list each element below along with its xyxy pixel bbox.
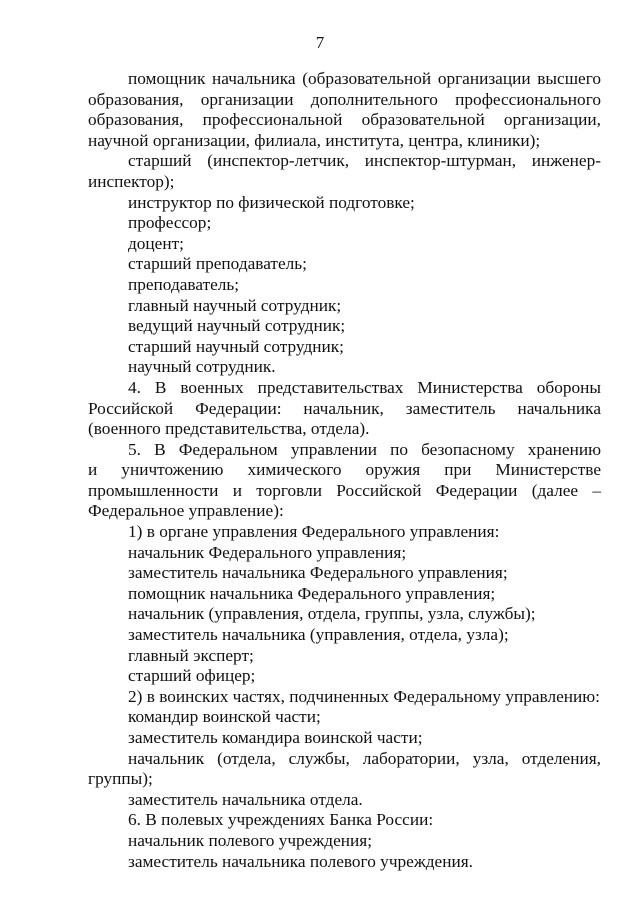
- text-line: помощник начальника Федерального управления;: [128, 583, 496, 603]
- text-line: (военного представительства, отдела).: [88, 419, 370, 439]
- text-line: научной организации, филиала, института, центра, клиники);: [88, 130, 541, 150]
- text-line: и уничтожению химического оружия при Министерстве: [88, 460, 601, 480]
- text-line: заместитель начальника отдела.: [128, 789, 363, 809]
- text-line: заместитель начальника полевого учреждения.: [128, 851, 473, 871]
- text-line: главный научный сотрудник;: [128, 295, 342, 315]
- text-line: доцент;: [128, 233, 184, 253]
- text-line: заместитель начальника (управления, отдела, узла);: [128, 625, 509, 645]
- text-line: научный сотрудник.: [128, 357, 276, 377]
- text-line: старший научный сотрудник;: [128, 336, 344, 356]
- text-line: начальник (управления, отдела, группы, узла, службы);: [128, 604, 536, 624]
- text-line: ведущий научный сотрудник;: [128, 316, 346, 336]
- text-line: образования, профессиональной образовательной организации,: [88, 110, 601, 130]
- page-number: 7: [315, 33, 325, 52]
- text-line: главный эксперт;: [128, 645, 254, 665]
- text-line: начальник (отдела, службы, лаборатории, узла, отделения,: [128, 748, 601, 768]
- document-body: [88, 69, 601, 872]
- text-line: 5. В Федеральном управлении по безопасному хранению: [128, 439, 601, 459]
- text-line: старший преподаватель;: [128, 254, 307, 274]
- text-line: Российской Федерации: начальник, заместитель начальника: [88, 398, 601, 418]
- text-line: помощник начальника (образовательной организации высшего: [128, 69, 601, 88]
- text-line: образования, организации дополнительного профессионального: [88, 89, 601, 109]
- text-line: 4. В военных представительствах Министерства обороны: [128, 377, 601, 397]
- text-line: заместитель командира воинской части;: [128, 728, 423, 747]
- text-line: группы);: [88, 769, 153, 789]
- text-line: инспектор);: [88, 171, 175, 191]
- text-line: профессор;: [128, 213, 212, 233]
- text-line: промышленности и торговли Российской Федерации (далее –: [88, 480, 601, 500]
- text-line: 2) в воинских частях, подчиненных Федеральному управлению:: [128, 686, 600, 706]
- text-line: старший офицер;: [128, 666, 256, 686]
- text-line: Федеральное управление):: [88, 501, 284, 521]
- text-line: инструктор по физической подготовке;: [128, 192, 415, 212]
- text-line: начальник полевого учреждения;: [128, 830, 373, 850]
- text-line: 6. В полевых учреждениях Банка России:: [128, 810, 434, 830]
- text-line: командир воинской части;: [128, 707, 321, 727]
- text-line: старший (инспектор-летчик, инспектор-штурман, инженер-: [128, 151, 601, 171]
- text-line: начальник Федерального управления;: [128, 542, 407, 562]
- text-line: 1) в органе управления Федерального управления:: [128, 522, 500, 542]
- text-line: заместитель начальника Федерального управления;: [128, 563, 508, 583]
- text-line: преподаватель;: [128, 274, 240, 294]
